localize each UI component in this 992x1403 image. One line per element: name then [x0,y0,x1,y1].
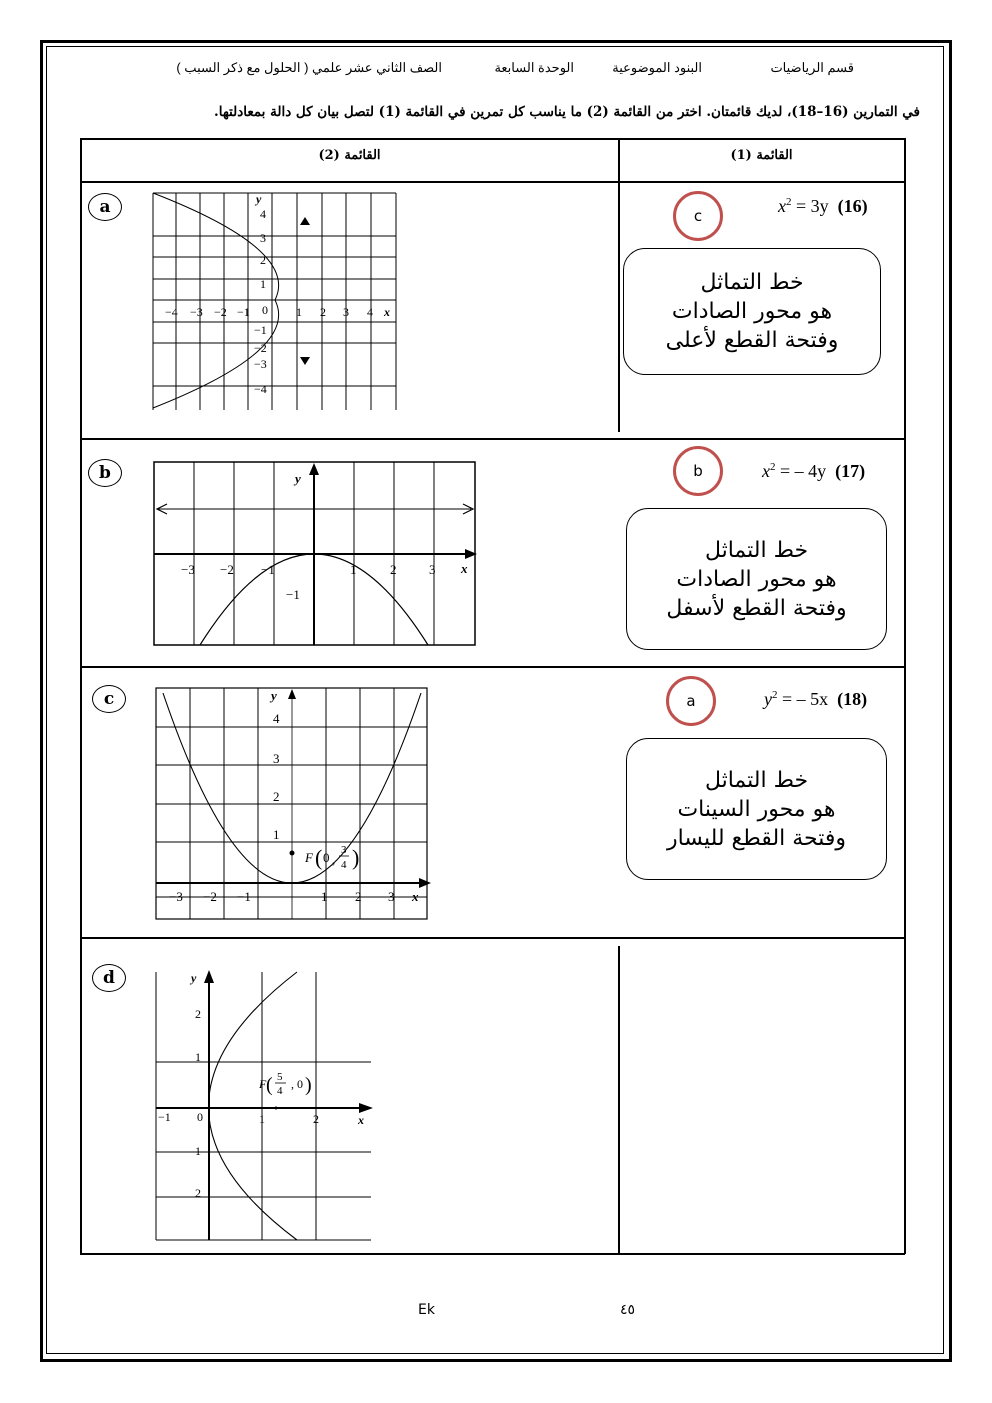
svg-text:1: 1 [296,305,302,319]
svg-text:): ) [305,1074,312,1096]
svg-text:,: , [291,1077,294,1091]
svg-text:−2: −2 [203,889,217,904]
graph-b [153,461,478,647]
svg-text:x: x [412,889,419,904]
svg-text:3: 3 [388,889,395,904]
hint-line: وفتحة القطع لأعلى [665,328,839,353]
svg-text:2: 2 [195,1186,201,1200]
header-grade: الصف الثاني عشر علمي ( الحلول مع ذكر السبب ) [176,60,442,75]
hint-box-18 [626,738,887,880]
svg-text:2: 2 [313,1112,319,1126]
svg-text:−1: −1 [158,1110,171,1124]
svg-text:−1: −1 [237,889,251,904]
svg-text:1: 1 [260,277,266,291]
hint-line: هو محور السينات [677,796,836,822]
graph-label-c: c [92,685,126,713]
svg-text:−4: −4 [165,305,178,319]
equation-16: $x^2 = 3y$ (16) [778,196,868,216]
svg-text:1: 1 [195,1144,201,1158]
hint-line: هو محور الصادات [676,566,837,592]
header-unit: الوحدة السابعة [494,60,574,75]
svg-text:x: x [461,561,468,576]
svg-text:−3: −3 [169,889,183,904]
column-header-list-1: القائمة (1) [730,148,793,163]
svg-text:x: x [358,1113,364,1127]
svg-text:−3: −3 [181,562,195,577]
svg-text:4: 4 [341,859,347,871]
answer-circle-18 [666,676,716,726]
svg-text:x: x [384,305,390,319]
svg-text:1: 1 [350,562,357,577]
svg-text:−3: −3 [190,305,203,319]
svg-text:0: 0 [262,303,268,317]
header-section: البنود الموضوعية [612,60,702,75]
header-department: قسم الرياضيات [770,60,854,75]
svg-text:1: 1 [259,1112,265,1126]
svg-text:−1: −1 [261,562,275,577]
svg-text:−2: −2 [220,562,234,577]
svg-text:3: 3 [341,844,347,856]
answer-18: a [686,692,696,710]
svg-text:y: y [256,192,262,206]
svg-text:2: 2 [260,253,266,267]
answer-circle-17 [673,446,723,496]
page-number: ٤٥ [620,1302,636,1318]
svg-text:−2: −2 [214,305,227,319]
svg-text:3: 3 [343,305,349,319]
equation-17: $x^2$ = – 4y (17) [762,461,866,481]
svg-text:y: y [271,688,277,703]
svg-text:−3: −3 [254,357,267,371]
svg-text:−1: −1 [237,305,250,319]
graph-label-d: d [92,964,126,992]
svg-text:4: 4 [260,207,266,221]
svg-text:0: 0 [197,1110,203,1124]
svg-text:3: 3 [429,562,436,577]
svg-text:0: 0 [297,1077,303,1091]
hint-line: وفتحة القطع لأسفل [666,595,847,621]
svg-text:2: 2 [355,889,362,904]
footer-author: Ek [418,1302,435,1318]
svg-text:−4: −4 [254,382,267,396]
graph-d [155,966,375,1244]
svg-text:4: 4 [273,711,280,726]
answer-16: c [693,207,703,225]
answer-17: b [693,462,703,480]
svg-text:y: y [295,471,301,486]
svg-text:1: 1 [195,1050,201,1064]
graph-c [155,687,431,922]
svg-text:0: 0 [323,850,330,865]
svg-text:−1: −1 [254,323,267,337]
hint-line: خط التماثل [704,537,809,563]
svg-text:y: y [191,971,197,985]
svg-text:2: 2 [390,562,397,577]
svg-text:3: 3 [260,231,266,245]
answer-circle-16 [673,191,723,241]
hint-line: هو محور الصادات [671,299,833,324]
svg-text:,: , [332,852,336,867]
svg-text:3: 3 [273,751,280,766]
hint-box-16 [623,248,881,375]
instructions: في التمارين (16–18)، لديك قائمتان. اختر من القائمة (2) ما يناسب كل تمرين في القائمة (1) لتصل بيان كل دالة بمعادلتها. [214,104,920,120]
svg-text:(: ( [315,845,323,870]
svg-text:4: 4 [367,305,373,319]
column-header-list-2: القائمة (2) [318,148,381,163]
svg-text:2: 2 [195,1007,201,1021]
svg-text:4: 4 [277,1085,283,1097]
graph-a [150,190,400,412]
svg-text:F: F [259,1077,267,1091]
hint-line: خط التماثل [700,270,804,295]
svg-text:−2: −2 [254,341,267,355]
graph-label-b: b [88,459,122,487]
svg-text:1: 1 [321,889,328,904]
hint-line: وفتحة القطع لليسار [666,825,847,851]
svg-text:F: F [305,850,313,865]
hint-box-17 [626,508,887,650]
svg-text:): ) [352,845,360,870]
svg-text:(: ( [266,1074,273,1096]
hint-line: خط التماثل [704,767,809,793]
svg-text:2: 2 [273,789,280,804]
graph-label-a: a [88,193,122,221]
svg-text:5: 5 [277,1071,283,1083]
svg-text:1: 1 [273,827,280,842]
svg-text:−1: −1 [286,587,300,602]
svg-text:2: 2 [320,305,326,319]
equation-18: $y^2$ = – 5x (18) [764,689,868,709]
